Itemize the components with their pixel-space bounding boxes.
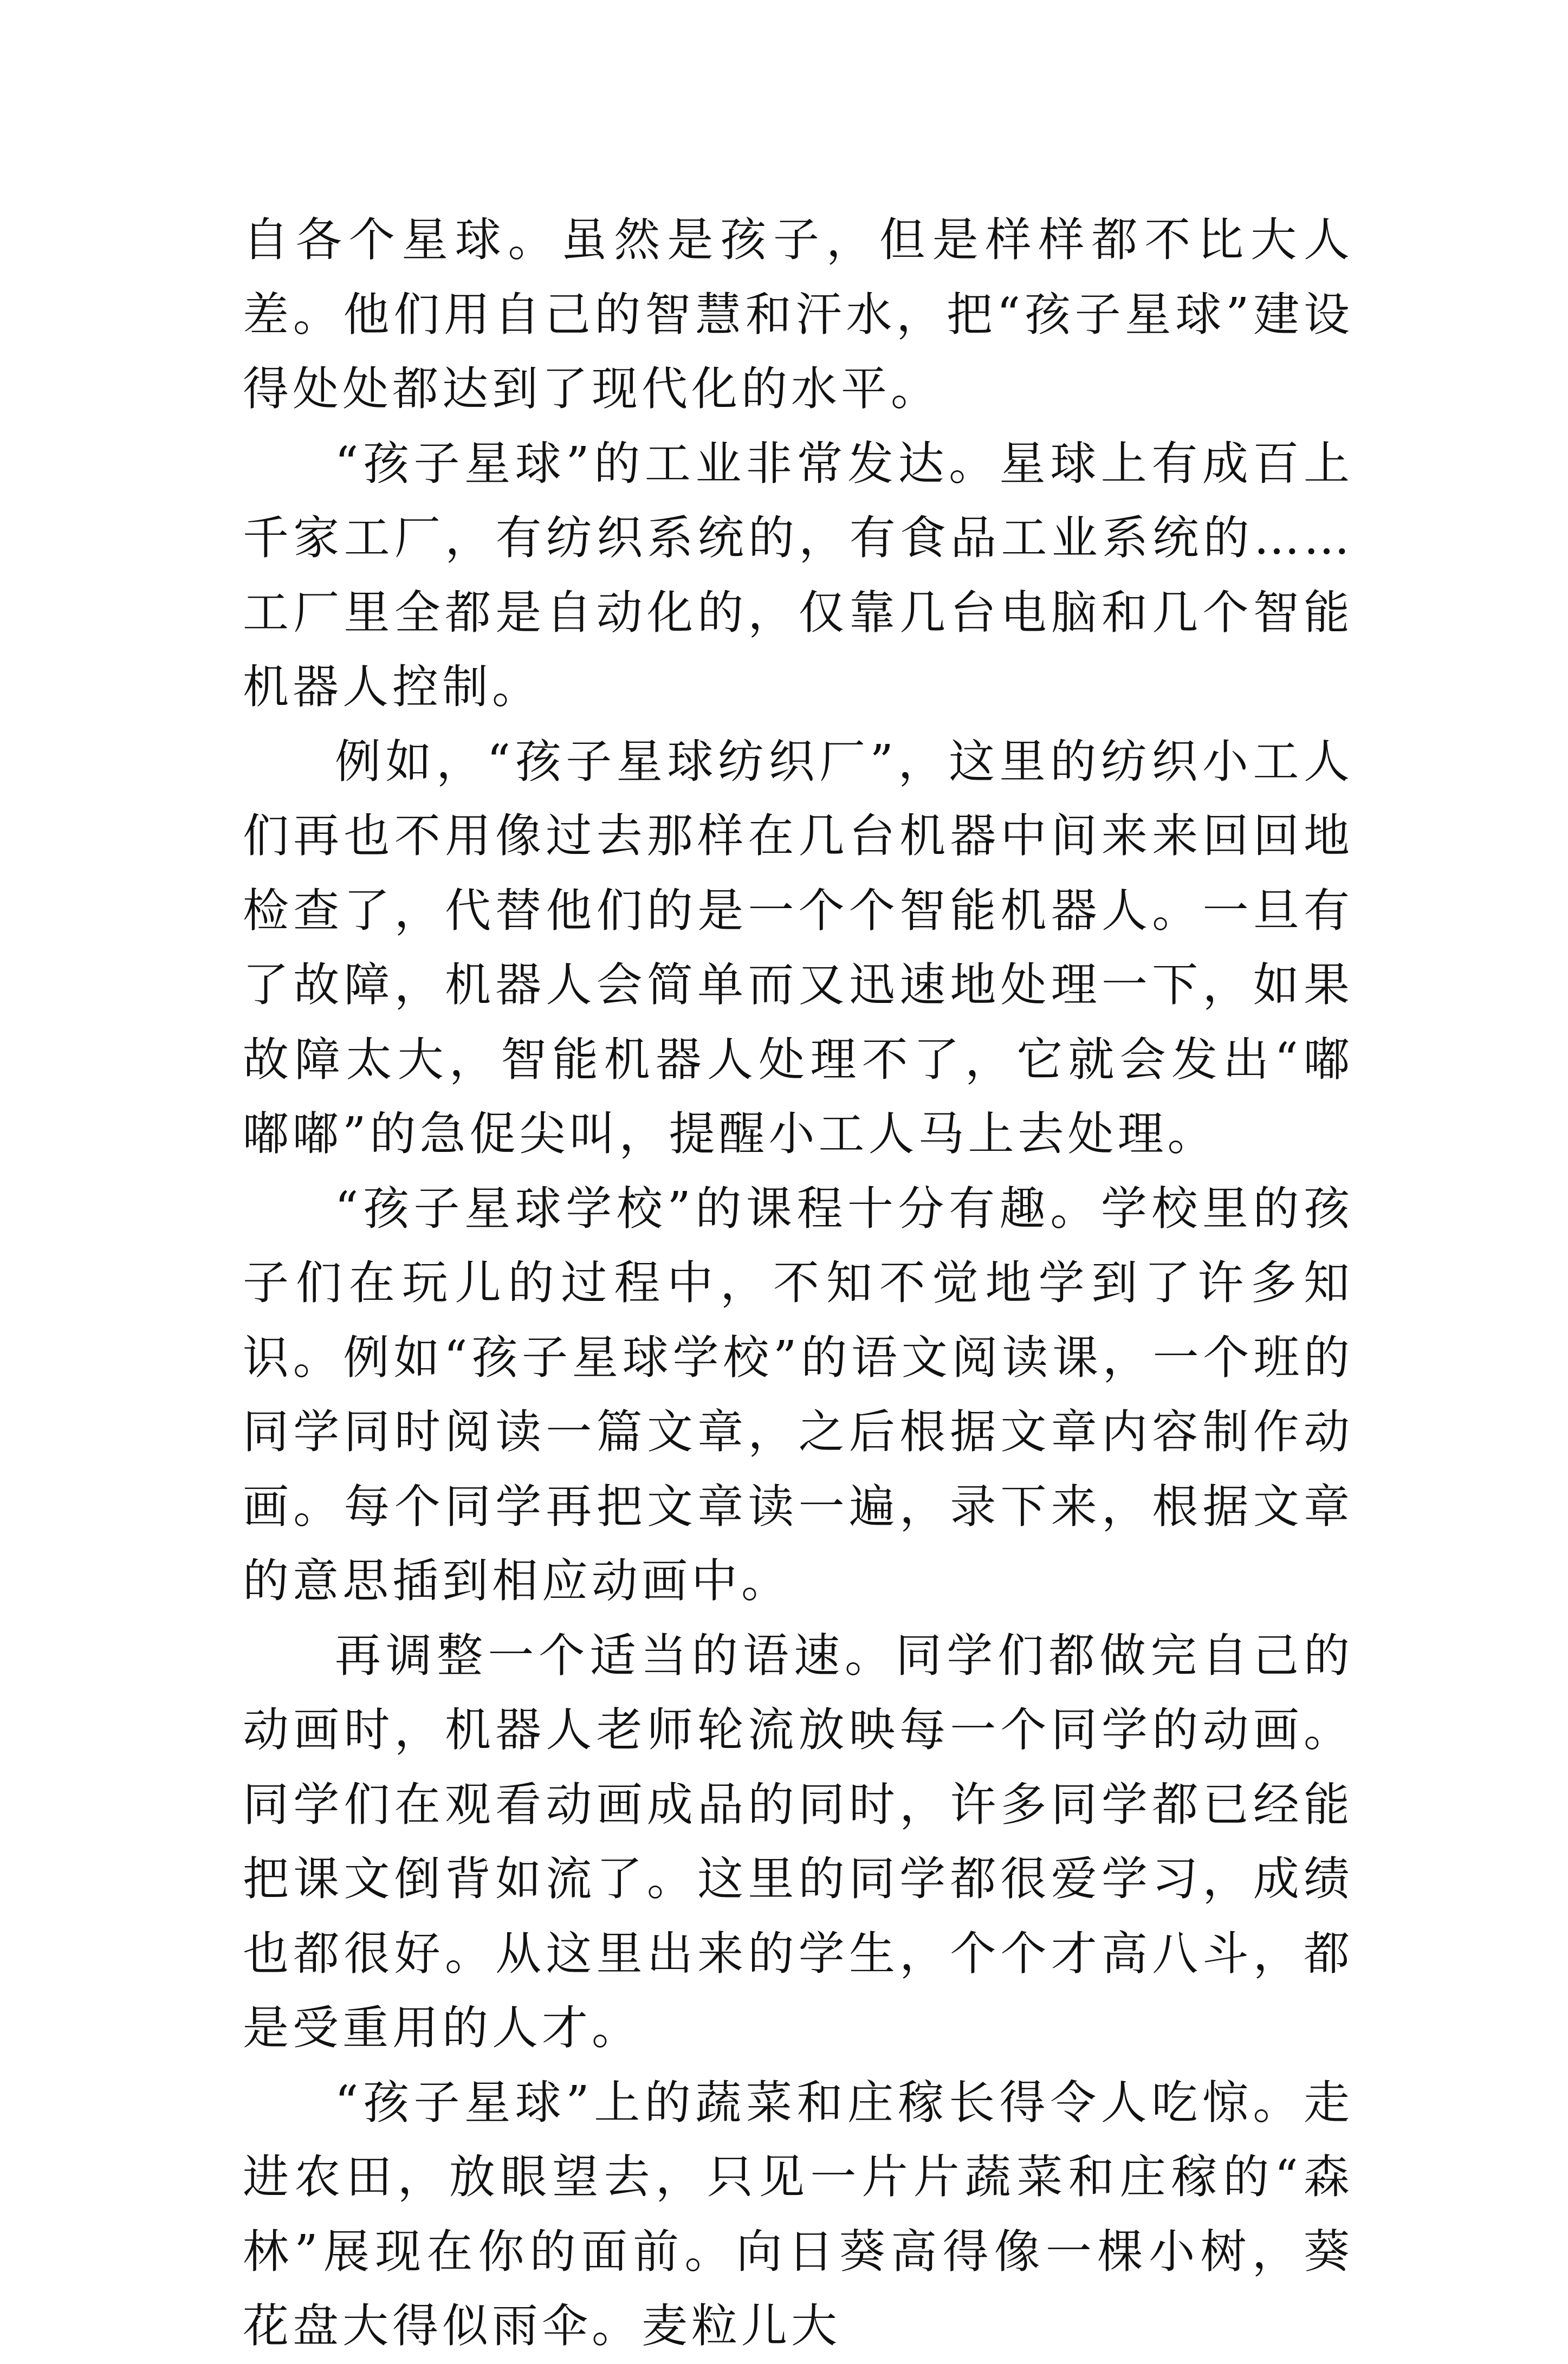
paragraph-2: “孩子星球”的工业非常发达。星球上有成百上千家工厂，有纺织系统的，有食品工业系统的……工厂里全都是自动化的，仅靠几台电脑和几个智能机器人控制。 <box>243 437 1353 714</box>
paragraph-3: 例如，“孩子星球纺织厂”，这里的纺织小工人们再也不用像过去那样在几台机器中间来来回回地检查了，代替他们的是一个个智能机器人。一旦有了故障，机器人会简单而又迅速地处理一下，如果故障太大，智能机器人处理不了，它就会发出“嘟嘟嘟”的急促尖叫，提醒小工人马上去处理。 <box>243 735 1353 1161</box>
paragraph-6: “孩子星球”上的蔬菜和庄稼长得令人吃惊。走进农田，放眼望去，只见一片片蔬菜和庄稼的“森林”展现在你的面前。向日葵高得像一棵小树，葵花盘大得似雨伞。麦粒儿大 <box>243 2076 1353 2353</box>
paragraph-5: 再调整一个适当的语速。同学们都做完自己的动画时，机器人老师轮流放映每一个同学的动画。同学们在观看动画成品的同时，许多同学都已经能把课文倒背如流了。这里的同学都很爱学习，成绩也都很好。从这里出来的学生，个个才高八斗，都是受重用的人才。 <box>243 1629 1353 2055</box>
article-body <box>243 203 1353 2364</box>
paragraph-4: “孩子星球学校”的课程十分有趣。学校里的孩子们在玩儿的过程中，不知不觉地学到了许多知识。例如“孩子星球学校”的语文阅读课，一个班的同学同时阅读一篇文章，之后根据文章内容制作动画。每个同学再把文章读一遍，录下来，根据文章的意思插到相应动画中。 <box>243 1182 1353 1608</box>
paragraph-1: 自各个星球。虽然是孩子，但是样样都不比大人差。他们用自己的智慧和汗水，把“孩子星球”建设得处处都达到了现代化的水平。 <box>243 213 1353 416</box>
